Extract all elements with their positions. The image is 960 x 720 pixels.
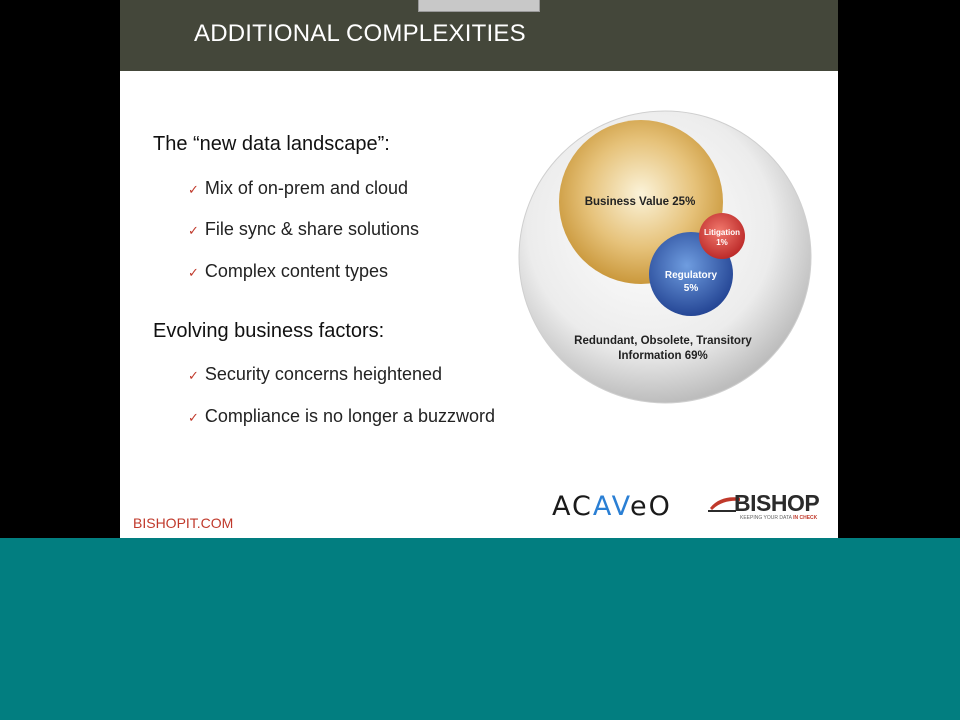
bullet-item	[188, 219, 419, 240]
acaveo-logo-text: eO	[629, 491, 672, 522]
acaveo-logo-accent: AV	[592, 491, 630, 522]
presentation-slide	[120, 0, 838, 538]
section-heading-business-factors: Evolving business factors:	[153, 320, 385, 342]
check-icon: ✓	[188, 265, 199, 280]
check-icon: ✓	[188, 368, 199, 383]
check-icon: ✓	[188, 182, 199, 197]
bullet-text: File sync & share solutions	[204, 219, 419, 239]
business-value-label: Business Value 25%	[584, 196, 696, 208]
check-icon: ✓	[188, 223, 199, 238]
check-icon: ✓	[188, 410, 199, 425]
slide-header	[120, 0, 838, 71]
regulatory-percent: 5%	[683, 283, 699, 294]
litigation-percent: 1%	[716, 238, 728, 247]
regulatory-label: Regulatory	[664, 270, 718, 281]
header-tab	[418, 0, 540, 12]
video-background-band	[0, 538, 960, 720]
litigation-label: Litigation	[704, 228, 740, 237]
bullet-text: Mix of on-prem and cloud	[204, 178, 409, 198]
acaveo-logo	[552, 491, 672, 522]
bullet-text: Compliance is no longer a buzzword	[204, 406, 496, 426]
bishop-tagline	[740, 515, 817, 521]
bullet-item	[188, 261, 388, 282]
bullet-text: Complex content types	[204, 261, 388, 281]
bishop-logo	[708, 490, 824, 526]
bishop-tagline-text: KEEPING YOUR DATA	[740, 515, 794, 521]
bullet-text: Security concerns heightened	[204, 364, 443, 384]
bullet-item	[188, 406, 495, 427]
data-composition-diagram	[515, 108, 815, 408]
acaveo-logo-text: AC	[552, 491, 593, 522]
bullet-item	[188, 364, 442, 385]
rot-label: Redundant, Obsolete, Transitory	[574, 335, 752, 347]
bullet-item	[188, 178, 408, 199]
bishop-wordmark: BISHOP	[734, 490, 820, 516]
website-link[interactable]: BISHOPIT.COM	[133, 515, 234, 531]
slide-title: ADDITIONAL COMPLEXITIES	[194, 20, 526, 47]
rot-percent: Information 69%	[618, 350, 708, 362]
section-heading-data-landscape: The “new data landscape”:	[153, 133, 390, 155]
bishop-tagline-accent: IN CHECK	[793, 515, 818, 521]
